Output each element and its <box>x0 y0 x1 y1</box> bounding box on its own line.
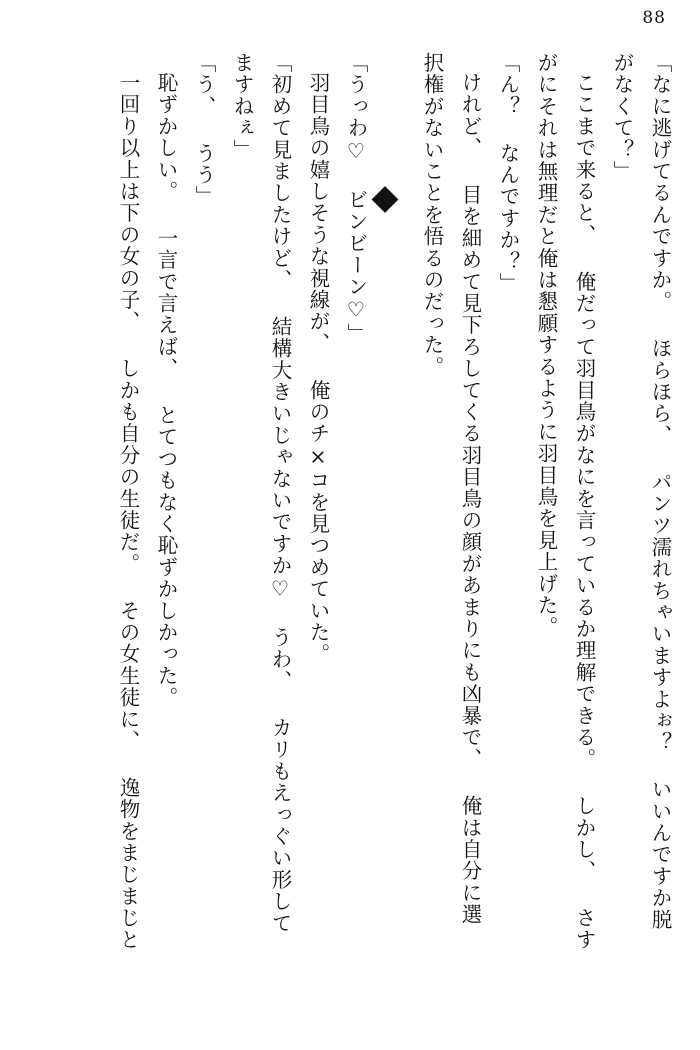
text-column: 恥ずかしい。 一言で言えば、 とてつもなく恥ずかしかった。 <box>154 72 178 709</box>
text-column: けれど、 目を細めて見下ろしてくる羽目鳥の顔があまりにも凶暴で、 俺は自分に選 <box>458 72 482 926</box>
vertical-text-body <box>36 52 670 1022</box>
text-column: ますねぇ」 <box>230 52 254 161</box>
text-column: 択権がないことを悟るのだった。 <box>420 52 444 378</box>
text-column: がなくて？」 <box>610 52 634 183</box>
text-column: がにそれは無理だと俺は懇願するように羽目鳥を見上げた。 <box>534 52 558 638</box>
text-column: 「初めて見ましたけど、 結構大きいじゃないですか♡ うわ、 カリもえっぐい形して <box>268 52 292 934</box>
text-column: 羽目鳥の嬉しそうな視線が、 俺のチ×コを見つめていた。 <box>306 72 330 665</box>
page-number: 88 <box>642 8 666 28</box>
text-column: 「ん？ なんですか？」 <box>496 52 520 295</box>
text-column: 一回り以上は下の女の子、 しかも自分の生徒だ。 その女生徒に、 逸物をまじまじと <box>116 72 140 951</box>
text-column: ここまで来ると、 俺だって羽目鳥がなにを言っているか理解できる。 しかし、 さす <box>572 72 596 951</box>
text-column: 「う、 うう」 <box>192 52 216 208</box>
section-break-column <box>366 52 404 1022</box>
text-column: 「なに逃げてるんですか。 ほらほら、 パンツ濡れちゃいますよぉ？ いいんですか脱 <box>648 52 672 931</box>
text-column: 「うっわ♡ ビンビーン♡」 <box>344 52 368 345</box>
diamond-ornament-icon <box>372 186 399 213</box>
